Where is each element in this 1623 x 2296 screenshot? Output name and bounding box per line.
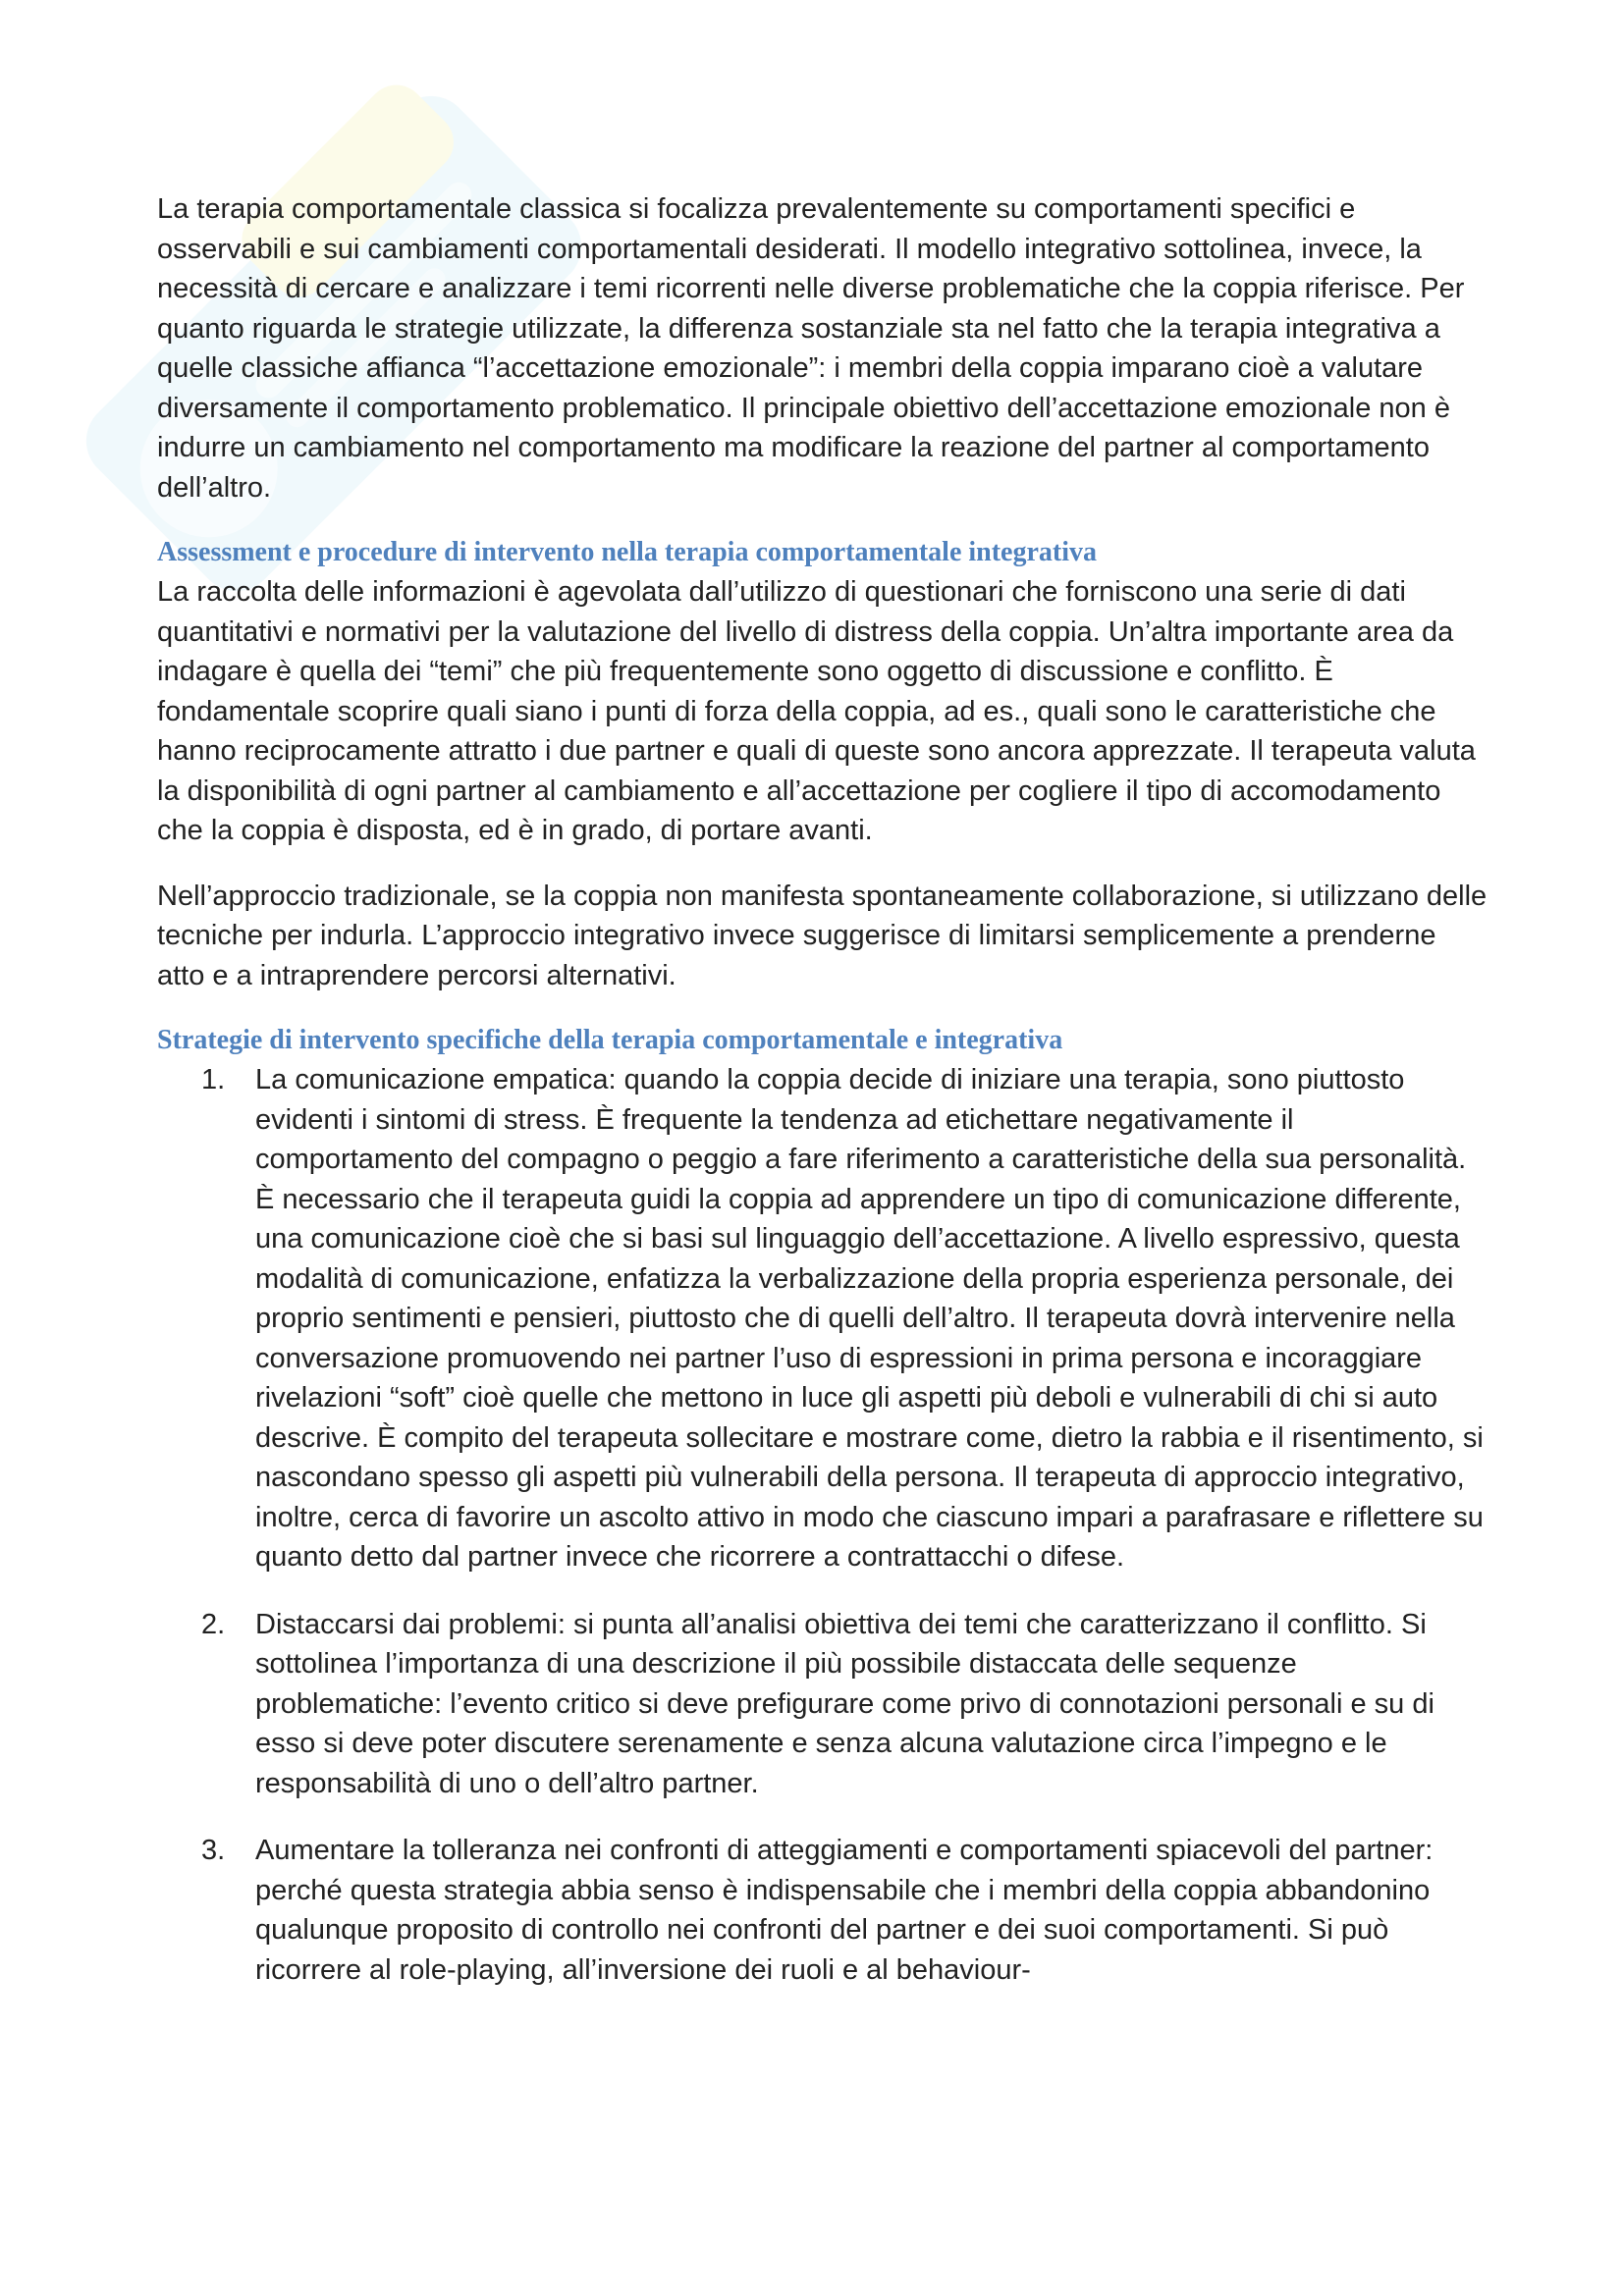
list-item-text: La comunicazione empatica: quando la coppia decide di iniziare una terapia, sono piuttosto evidenti i sintomi di stress. È frequente la tendenza ad etichettare negativamente il comportamento del compagno o peggio a fare riferimento a caratteristiche della sua personalità. È necessario che il terapeuta guidi la coppia ad apprendere un tipo di comunicazione differente, una comunicazione cioè che si basi sul linguaggio dell’accettazione. A livello espressivo, questa modalità di comunicazione, enfatizza la verbalizzazione della propria esperienza personale, dei proprio sentimenti e pensieri, piuttosto che di quelli dell’altro. Il terapeuta dovrà intervenire nella conversazione promuovendo nei partner l’uso di espressioni in prima persona e incoraggiare rivelazioni “soft” cioè quelle che mettono in luce gli aspetti più deboli e vulnerabili di chi si auto descrive. È compito del terapeuta sollecitare e mostrare come, dietro la rabbia e il risentimento, si nascondano spesso gli aspetti più vulnerabili della persona. Il terapeuta di approccio integrativo, inoltre, cerca di favorire un ascolto attivo in modo che ciascuno impari a parafrasare e riflettere su quanto detto dal partner invece che ricorrere a contrattacchi o difese. bbox=[255, 1064, 1484, 1573]
section-heading-assessment: Assessment e procedure di intervento nella terapia comportamentale integrativa bbox=[157, 537, 1098, 567]
list-item bbox=[157, 1060, 1488, 1577]
strategies-list bbox=[157, 1060, 1488, 1990]
approach-paragraph: Nell’approccio tradizionale, se la coppia non manifesta spontaneamente collaborazione, si utilizzano delle tecniche per indurla. L’approccio integrativo invece suggerisce di limitarsi semplicemente a prenderne atto e a intraprendere percorsi alternativi. bbox=[157, 880, 1488, 991]
list-item bbox=[157, 1605, 1488, 1804]
list-item-number: 1. bbox=[201, 1064, 226, 1095]
list-item-number: 2. bbox=[201, 1608, 226, 1640]
list-item-text: Aumentare la tolleranza nei confronti di atteggiamenti e comportamenti spiacevoli del partner: perché questa strategia abbia senso è indispensabile che i membri della coppia abbandonino qualunque proposito di controllo nei confronti del partner e dei suoi comportamenti. Si può ricorrere al role-playing, all’inversione dei ruoli e al behaviour- bbox=[255, 1835, 1434, 1986]
section-heading-strategies: Strategie di intervento specifiche della terapia comportamentale e integrativa bbox=[157, 1025, 1063, 1055]
list-item bbox=[157, 1831, 1488, 1990]
intro-paragraph: La terapia comportamentale classica si focalizza prevalentemente su comportamenti specifici e osservabili e sui cambiamenti comportamentali desiderati. Il modello integrativo sottolinea, invece, la necessità di cercare e analizzare i temi ricorrenti nelle diverse problematiche che la coppia riferisce. Per quanto riguarda le strategie utilizzate, la differenza sostanziale sta nel fatto che la terapia integrativa a quelle classiche affianca “l’accettazione emozionale”: i membri della coppia imparano cioè a valutare diversamente il comportamento problematico. Il principale obiettivo dell’accettazione emozionale non è indurre un cambiamento nel comportamento ma modificare la reazione del partner al comportamento dell’altro. bbox=[157, 193, 1465, 504]
list-item-text: Distaccarsi dai problemi: si punta all’analisi obiettiva dei temi che caratterizzano il conflitto. Si sottolinea l’importanza di una descrizione il più possibile distaccata delle sequenze problematiche: l’evento critico si deve prefigurare come privo di connotazioni personali e su di esso si deve poter discutere serenamente e senza alcuna valutazione circa l’impegno e le responsabilità di uno o dell’altro partner. bbox=[255, 1608, 1434, 1799]
document-page bbox=[157, 189, 1488, 2017]
list-item-number: 3. bbox=[201, 1835, 226, 1866]
assessment-paragraph: La raccolta delle informazioni è agevolata dall’utilizzo di questionari che forniscono una serie di dati quantitativi e normativi per la valutazione del livello di distress della coppia. Un’altra importante area da indagare è quella dei “temi” che più frequentemente sono oggetto di discussione e conflitto. È fondamentale scoprire quali siano i punti di forza della coppia, ad es., quali sono le caratteristiche che hanno reciprocamente attratto i due partner e quali di queste sono ancora apprezzate. Il terapeuta valuta la disponibilità di ogni partner al cambiamento e all’accettazione per cogliere il tipo di accomodamento che la coppia è disposta, ed è in grado, di portare avanti. bbox=[157, 576, 1476, 846]
